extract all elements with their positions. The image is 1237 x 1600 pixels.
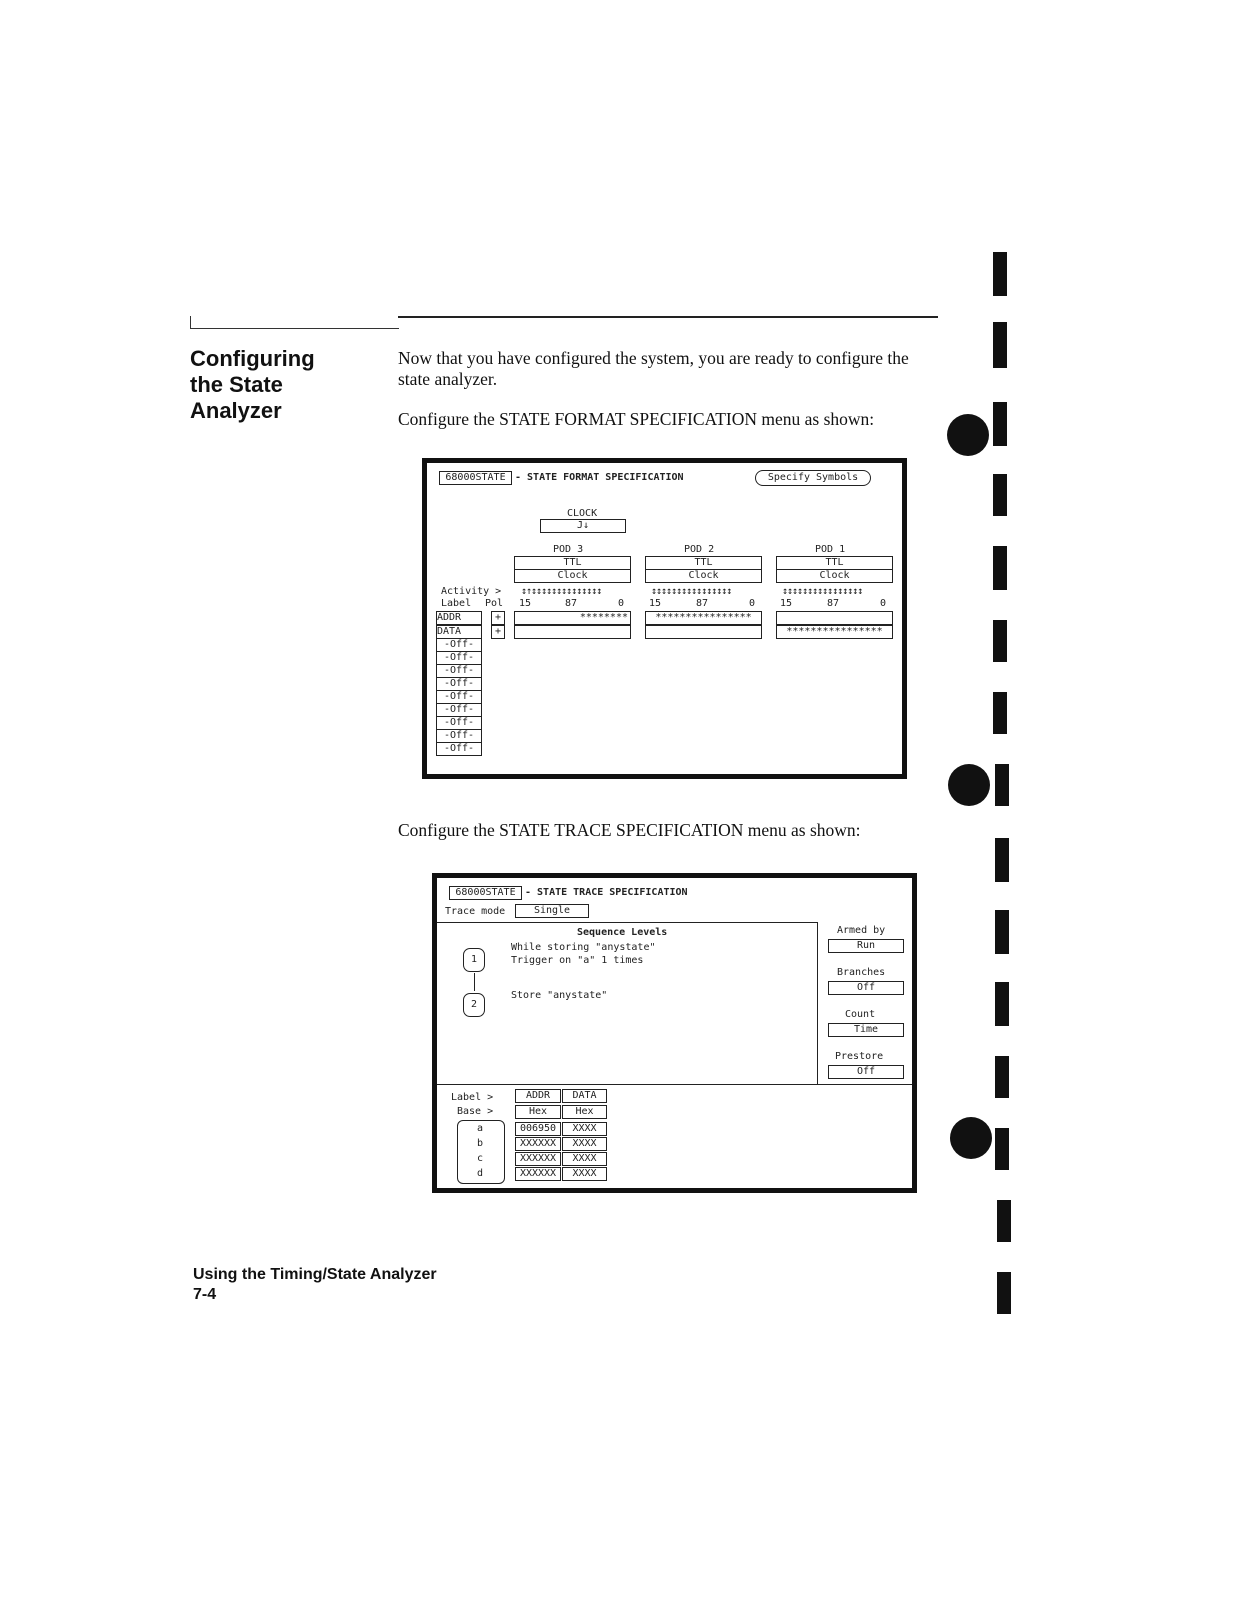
label-data[interactable]: DATA (436, 625, 482, 639)
edge-tab-marker (997, 1272, 1011, 1314)
section-title (190, 346, 370, 424)
sequence-panel-divider (817, 922, 818, 1084)
label-off-5[interactable]: -Off- (436, 690, 482, 704)
term-d-data[interactable]: XXXX (562, 1167, 607, 1181)
armed-by-field[interactable]: Run (828, 939, 904, 953)
edge-tab-marker (997, 1200, 1011, 1242)
header-rule (398, 316, 938, 318)
analyzer-name-field[interactable]: 68000STATE (449, 886, 522, 900)
edge-tab-marker (993, 474, 1007, 516)
pod-bit-15: 15 (649, 598, 662, 609)
term-b-addr[interactable]: XXXXXX (515, 1137, 561, 1151)
pol-addr[interactable]: + (491, 611, 505, 625)
column-base-addr[interactable]: Hex (515, 1105, 561, 1119)
pod-bit-87: 87 (827, 598, 840, 609)
label-off-1[interactable]: -Off- (436, 638, 482, 652)
label-off-3[interactable]: -Off- (436, 664, 482, 678)
menu-title: - STATE TRACE SPECIFICATION (525, 887, 688, 898)
term-b-data[interactable]: XXXX (562, 1137, 607, 1151)
branches-label: Branches (837, 967, 886, 978)
pod-clock[interactable]: Clock (645, 569, 762, 583)
format-instruction: Configure the STATE FORMAT SPECIFICATION menu as shown: (398, 409, 875, 429)
pod-activity: ↕↕↕↕↕↕↕↕↕↕↕↕↕↕↕↕ (782, 586, 863, 597)
pod-row-addr[interactable] (776, 611, 893, 625)
label-addr[interactable]: ADDR (436, 611, 482, 625)
pod-row-data[interactable] (514, 625, 631, 639)
clock-label: CLOCK (567, 508, 598, 519)
branches-field[interactable]: Off (828, 981, 904, 995)
pol-header: Pol (485, 598, 504, 609)
trace-mode-field[interactable]: Single (515, 904, 589, 918)
edge-tab-marker (995, 764, 1009, 806)
footer-manual-title: Using the Timing/State Analyzer (193, 1266, 437, 1283)
analyzer-name-field[interactable]: 68000STATE (439, 471, 512, 485)
column-label-data[interactable]: DATA (562, 1089, 607, 1103)
term-d-addr[interactable]: XXXXXX (515, 1167, 561, 1181)
armed-by-label: Armed by (837, 925, 886, 936)
edge-tab-marker (995, 910, 1009, 954)
term-a-addr[interactable]: 006950 (515, 1122, 561, 1136)
column-base-data[interactable]: Hex (562, 1105, 607, 1119)
binding-hole (948, 764, 990, 806)
pod-clock[interactable]: Clock (514, 569, 631, 583)
pod-bit-0: 0 (880, 598, 887, 609)
pod-bit-87: 87 (696, 598, 709, 609)
pod-threshold[interactable]: TTL (645, 556, 762, 570)
label-off-6[interactable]: -Off- (436, 703, 482, 717)
pod-bit-15: 15 (780, 598, 793, 609)
pod-activity: ↕↑↕↕↕↕↕↕↕↕↕↕↕↕↕↕ (521, 586, 602, 597)
pod-row-data[interactable] (645, 625, 762, 639)
pol-data[interactable]: + (491, 625, 505, 639)
count-field[interactable]: Time (828, 1023, 904, 1037)
label-row-title: Label > (451, 1092, 494, 1103)
sequence-panel-top (437, 922, 817, 923)
state-trace-screen (432, 873, 917, 1193)
label-header: Label (441, 598, 472, 609)
level-2-button[interactable]: 2 (463, 993, 485, 1017)
label-off-9[interactable]: -Off- (436, 742, 482, 756)
trace-mode-label: Trace mode (445, 906, 506, 917)
base-row-title: Base > (457, 1106, 494, 1117)
edge-tab-marker (995, 982, 1009, 1026)
section-title-line-3: Analyzer (190, 398, 282, 423)
intro-paragraph: Now that you have configured the system, you are ready to configure the state analyzer. (398, 348, 909, 389)
prestore-label: Prestore (835, 1051, 884, 1062)
pod-name: POD 3 (553, 544, 584, 555)
term-b-label: b (477, 1138, 484, 1149)
edge-tab-marker (993, 692, 1007, 734)
binding-hole (950, 1117, 992, 1159)
state-format-screen (422, 458, 907, 779)
menu-title: - STATE FORMAT SPECIFICATION (515, 472, 684, 483)
edge-tab-marker (993, 402, 1007, 446)
trace-instruction: Configure the STATE TRACE SPECIFICATION menu as shown: (398, 820, 861, 840)
page-footer (193, 1265, 437, 1305)
edge-tab-marker (993, 546, 1007, 590)
level-2-line-1[interactable]: Store "anystate" (511, 990, 608, 1001)
term-c-label: c (477, 1153, 484, 1164)
term-d-label: d (477, 1168, 484, 1179)
term-c-data[interactable]: XXXX (562, 1152, 607, 1166)
specify-symbols-button[interactable]: Specify Symbols (755, 470, 871, 486)
label-off-2[interactable]: -Off- (436, 651, 482, 665)
header-rule-left (190, 316, 399, 329)
edge-tab-marker (993, 322, 1007, 368)
pod-row-addr[interactable]: ******** (514, 611, 631, 625)
term-a-data[interactable]: XXXX (562, 1122, 607, 1136)
level-1-button[interactable]: 1 (463, 948, 485, 972)
pod-clock[interactable]: Clock (776, 569, 893, 583)
section-title-line-1: Configuring (190, 346, 315, 371)
count-label: Count (845, 1009, 876, 1020)
level-connector (474, 973, 475, 991)
pod-threshold[interactable]: TTL (776, 556, 893, 570)
page-number: 7-4 (193, 1286, 217, 1303)
pod-name: POD 1 (815, 544, 846, 555)
edge-tab-marker (995, 1056, 1009, 1098)
term-c-addr[interactable]: XXXXXX (515, 1152, 561, 1166)
level-1-line-2[interactable]: Trigger on "a" 1 times (511, 955, 644, 966)
sequence-levels-title: Sequence Levels (577, 927, 668, 938)
pod-bit-0: 0 (749, 598, 756, 609)
pod-row-data[interactable]: **************** (776, 625, 893, 639)
edge-tab-marker (995, 838, 1009, 882)
label-off-7[interactable]: -Off- (436, 716, 482, 730)
column-label-addr[interactable]: ADDR (515, 1089, 561, 1103)
clock-field[interactable]: J↓ (540, 519, 626, 533)
pod-row-addr[interactable]: **************** (645, 611, 762, 625)
section-title-line-2: the State (190, 372, 283, 397)
term-a-label: a (477, 1123, 484, 1134)
pod-bit-0: 0 (618, 598, 625, 609)
prestore-field[interactable]: Off (828, 1065, 904, 1079)
binding-hole (947, 414, 989, 456)
label-off-4[interactable]: -Off- (436, 677, 482, 691)
pod-bit-15: 15 (519, 598, 532, 609)
label-off-8[interactable]: -Off- (436, 729, 482, 743)
edge-tab-marker (993, 252, 1007, 296)
pod-threshold[interactable]: TTL (514, 556, 631, 570)
edge-tab-marker (993, 620, 1007, 662)
edge-tab-marker (995, 1128, 1009, 1170)
sequence-panel-bottom (437, 1084, 912, 1085)
level-1-line-1[interactable]: While storing "anystate" (511, 942, 656, 953)
activity-label: Activity > (441, 586, 502, 597)
pod-activity: ↕↕↕↕↕↕↕↕↕↕↕↕↕↕↕↕ (651, 586, 732, 597)
pod-name: POD 2 (684, 544, 715, 555)
pod-bit-87: 87 (565, 598, 578, 609)
